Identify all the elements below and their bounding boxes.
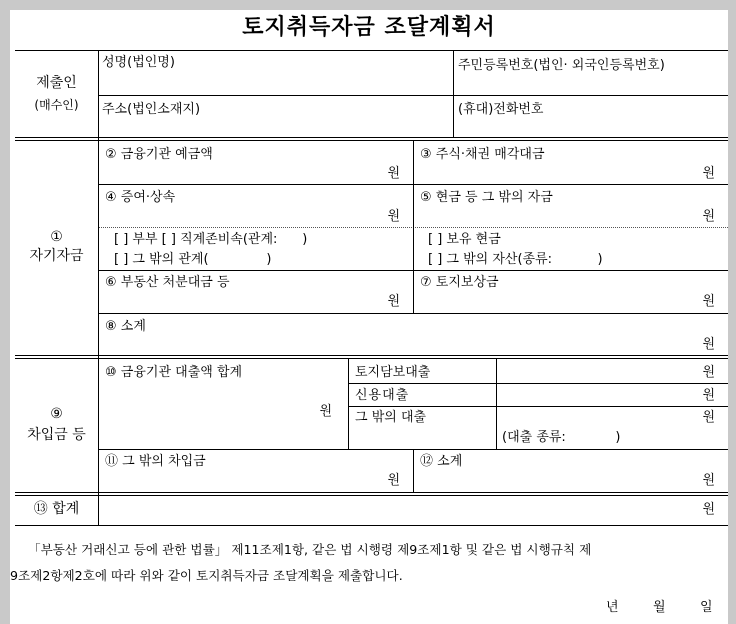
credit-loan-won: 원 — [702, 388, 715, 403]
own-subtotal-won: 원 — [702, 337, 715, 352]
other-borrow-won: 원 — [387, 473, 400, 488]
form-page — [10, 10, 728, 624]
form-title: 토지취득자금 조달계획서 — [242, 15, 496, 40]
other-loan-label: 그 밖의 대출 — [355, 410, 427, 425]
phone-label: (휴대)전화번호 — [458, 102, 544, 117]
borrowed-subtotal-won: 원 — [702, 473, 715, 488]
id-number-label: 주민등록번호(법인· 외국인등록번호) — [458, 58, 665, 73]
land-loan-won: 원 — [702, 365, 715, 380]
date-year: 년 — [606, 600, 619, 615]
other-borrow-label: ⑪ 그 밖의 차입금 — [105, 454, 206, 469]
gift-won: 원 — [387, 209, 400, 224]
cash-won: 원 — [702, 209, 715, 224]
loan-total-won: 원 — [319, 404, 332, 419]
deposit-won: 원 — [387, 166, 400, 181]
other-loan-won: 원 — [702, 410, 715, 425]
total-label: ⑬ 합계 — [33, 501, 80, 517]
cash-label: ⑤ 현금 등 그 밖의 자금 — [420, 190, 553, 205]
applicant-sublabel: (매수인) — [34, 98, 79, 112]
declaration-line-1: 「부동산 거래신고 등에 관한 법률」 제11조제1항, 같은 법 시행령 제9조제1항 및 같은 법 시행규칙 제 — [28, 542, 592, 557]
stock-won: 원 — [702, 166, 715, 181]
credit-loan-label: 신용대출 — [355, 388, 410, 403]
total-won: 원 — [702, 502, 715, 517]
declaration-line-2: 9조제2항제2호에 따라 위와 같이 토지취득자금 조달계획을 제출합니다. — [10, 568, 403, 583]
own-funds-number: ① — [50, 229, 63, 245]
borrowed-number: ⑨ — [50, 406, 63, 422]
cash-option-held[interactable]: [ ] 보유 현금 — [428, 232, 501, 247]
deposit-label: ② 금융기관 예금액 — [105, 147, 213, 162]
loan-total-label: ⑩ 금융기관 대출액 합계 — [105, 365, 243, 380]
own-funds-label: 자기자금 — [29, 248, 84, 264]
compensation-label: ⑦ 토지보상금 — [420, 275, 499, 290]
name-label: 성명(법인명) — [102, 55, 175, 70]
land-loan-label: 토지담보대출 — [355, 365, 431, 380]
borrowed-subtotal-label: ⑫ 소계 — [420, 454, 463, 469]
cash-option-asset[interactable]: [ ] 그 밖의 자산(종류: ) — [428, 252, 603, 267]
realestate-won: 원 — [387, 294, 400, 309]
address-label: 주소(법인소재지) — [102, 102, 201, 117]
gift-option-other[interactable]: [ ] 그 밖의 관계( ) — [114, 252, 272, 267]
loan-kind-label: (대출 종류: ) — [502, 430, 621, 445]
date-month: 월 — [653, 600, 666, 615]
realestate-label: ⑥ 부동산 처분대금 등 — [105, 275, 230, 290]
gift-label: ④ 증여·상속 — [105, 190, 176, 205]
date-day: 일 — [700, 600, 713, 615]
stock-label: ③ 주식·채권 매각대금 — [420, 147, 545, 162]
own-subtotal-label: ⑧ 소계 — [105, 319, 146, 334]
borrowed-label: 차입금 등 — [27, 427, 86, 443]
applicant-label: 제출인 — [36, 75, 77, 91]
compensation-won: 원 — [702, 294, 715, 309]
gift-option-family[interactable]: [ ] 부부 [ ] 직계존비속(관계: ) — [114, 232, 308, 247]
